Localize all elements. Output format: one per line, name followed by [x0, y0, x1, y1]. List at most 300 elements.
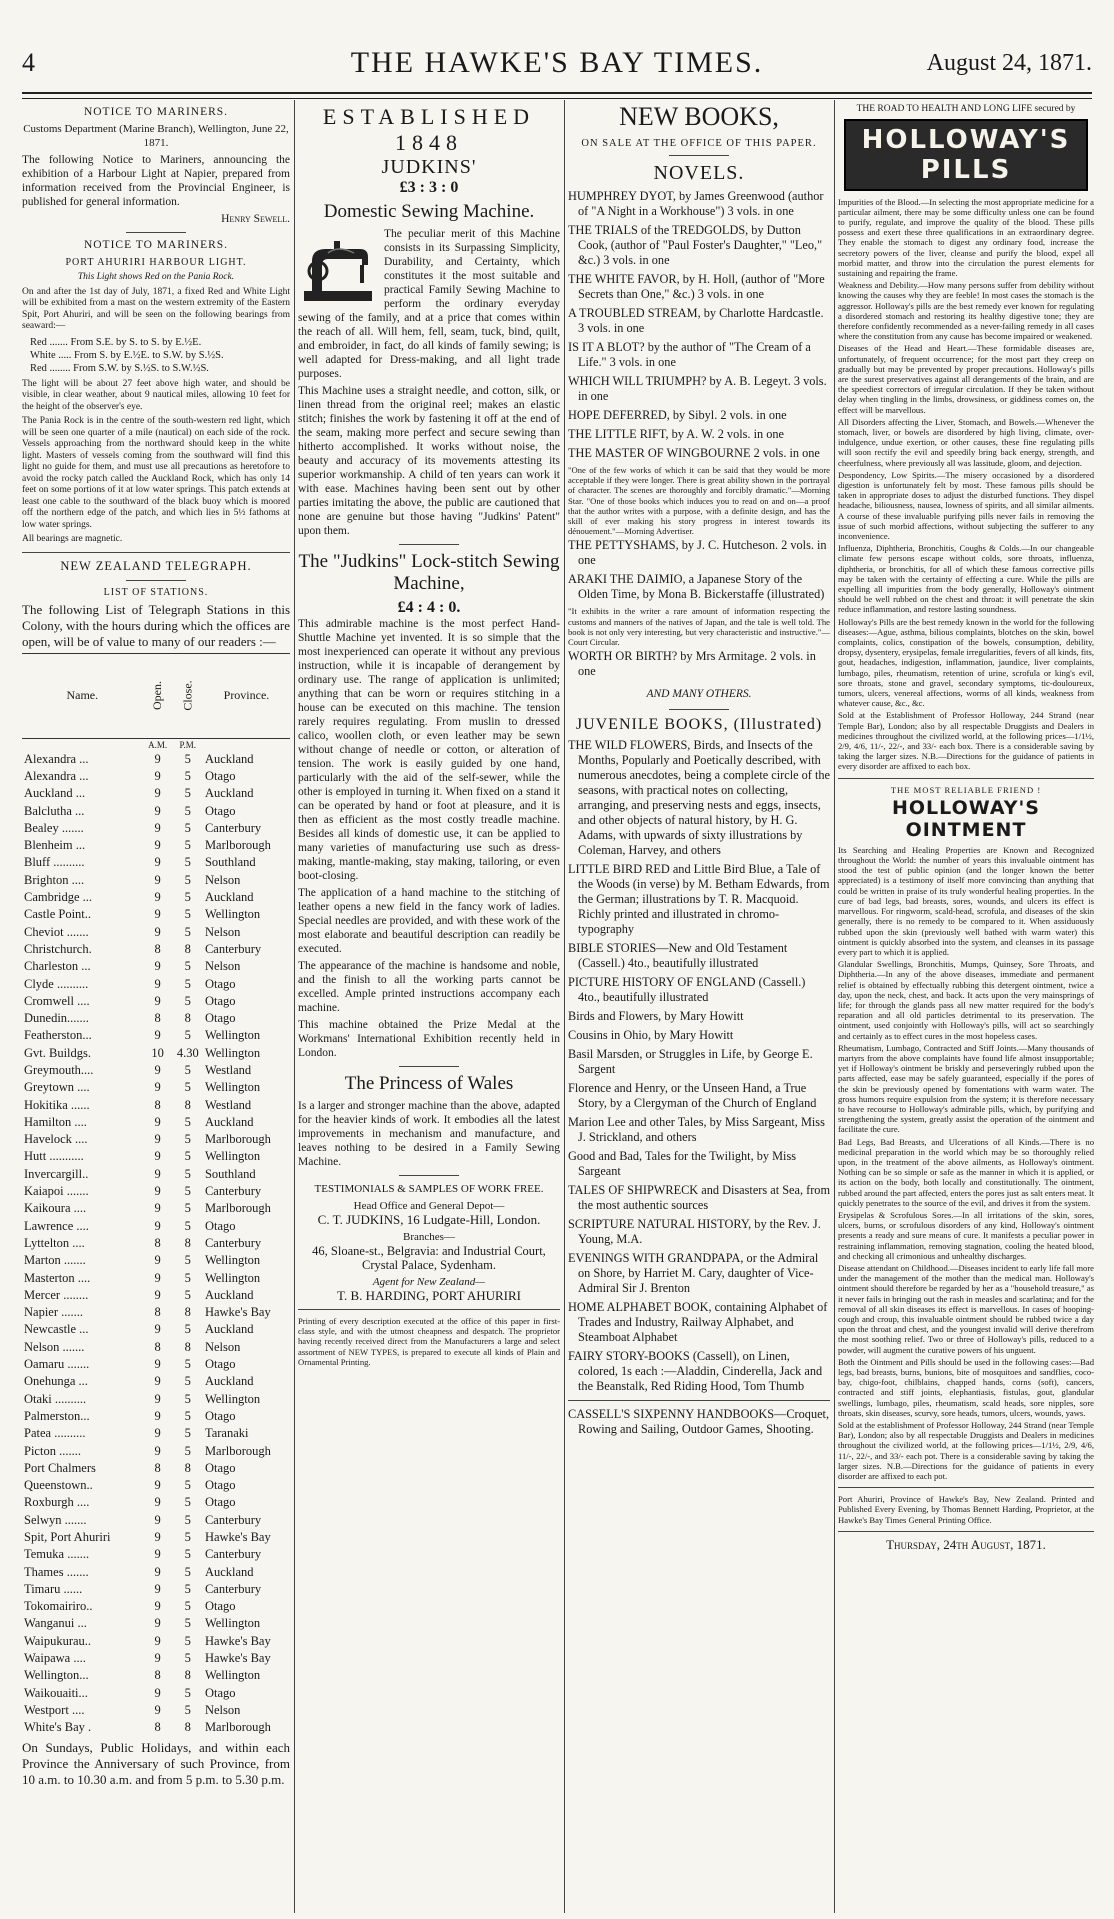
station-name: Nelson .......: [24, 1339, 85, 1354]
pills-paragraph: Weakness and Debility.—How many persons suffer from debility without knowing the causes why they are feeble! In most cases the stomach is the aggressor. Holloway's pills are the best remedy ever known for regulating a disordered stomach and restoring its healthy digestive tone; they are therefore confidently recommended as a never-failing remedy in all cases where the constitution from any cause has become impaired or weakened.: [838, 280, 1094, 342]
book-entry: PICTURE HISTORY OF ENGLAND (Cassell.) 4to., beautifully illustrated: [568, 975, 806, 1005]
table-row: [22, 1719, 290, 1736]
close-hour: 8: [184, 1097, 191, 1112]
table-row: [22, 1581, 290, 1598]
notice-subheading: PORT AHURIRI HARBOUR LIGHT.: [65, 257, 247, 268]
open-hour: 10: [151, 1045, 164, 1060]
open-hour: 8: [154, 1235, 161, 1250]
close-hour: 8: [184, 1011, 191, 1026]
station-name: Alexandra ...: [24, 751, 89, 766]
station-name: White's Bay .: [24, 1720, 92, 1735]
separator: [298, 1309, 560, 1310]
open-hour: 9: [154, 976, 161, 991]
province: Otago: [204, 1478, 236, 1493]
station-name: Charleston ...: [24, 959, 91, 974]
table-row: [22, 751, 290, 768]
station-name: Mercer ........: [24, 1287, 89, 1302]
station-name: Wanganui ...: [24, 1616, 87, 1631]
open-hour: 9: [154, 1530, 161, 1544]
book-entry: THE TRIALS of the TREDGOLDS, by Dutton Cook, (author of "Paul Foster's Daughter," "Leo," &c.) 3 vols. in one: [568, 223, 823, 267]
book-entry: LITTLE BIRD RED and Little Bird Blue, a Tale of the Woods (in verse) by M. Betham Edwards, from the German; illustrations by T. R. Macquoid. Richly printed and illustrated in chromo-typography: [568, 862, 830, 937]
open-hour: 9: [154, 1201, 161, 1216]
table-row: [22, 1010, 290, 1027]
station-name: Selwyn .......: [24, 1512, 87, 1527]
table-row: [22, 872, 290, 889]
table-row: [22, 1252, 290, 1269]
table-row: [22, 941, 290, 958]
separator: [838, 778, 1094, 779]
province: Otago: [204, 1599, 236, 1614]
close-hour: 5: [184, 820, 191, 835]
province: Canterbury: [204, 941, 262, 956]
book-entry: THE LITTLE RIFT, by A. W. 2 vols. in one: [568, 427, 784, 441]
station-name: Featherston...: [24, 1028, 92, 1043]
open-hour: 9: [154, 907, 161, 922]
close-hour: 5: [184, 1184, 191, 1199]
table-row: [22, 975, 290, 992]
table-row: [22, 906, 290, 923]
pills-paragraph: Impurities of the Blood.—In selecting the most appropriate medicine for a particular ailment, there may be some difficulty unless one can be found to purify, regulate, and improve the quality of the blood. These pills possess and exert these three qualifications in an extraordinary degree. They enable the stomach to digest any ordinary food, increase the secretory powers of the liver, cleanse and purify the blood, expel all morbid matter, and throw into the circulation the purest elements for sustaining and repairing the frame.: [838, 196, 1094, 278]
open-hour: 8: [154, 1305, 161, 1320]
station-name: Waikouaiti...: [24, 1685, 88, 1700]
open-hour: 9: [154, 751, 161, 766]
province: Marlborough: [204, 1132, 271, 1147]
close-hour: 5: [184, 1564, 191, 1579]
open-hour: 8: [154, 1668, 161, 1683]
friend-heading: THE MOST RELIABLE FRIEND !: [890, 784, 1042, 795]
station-name: Hamilton ....: [24, 1114, 87, 1129]
separator: [669, 155, 729, 156]
open-hour: 9: [154, 1651, 161, 1666]
table-row: [22, 1131, 290, 1148]
station-name: Palmerston...: [24, 1408, 90, 1423]
province: Otago: [204, 976, 236, 991]
station-name: Temuka .......: [24, 1547, 90, 1562]
column-header-label: Close.: [180, 680, 195, 711]
separator: [126, 232, 186, 233]
open-hour: 9: [154, 1218, 161, 1233]
close-hour: 5: [184, 1530, 191, 1544]
station-name: Bealey .......: [24, 820, 84, 835]
book-entry: ARAKI THE DAIMIO, a Japanese Story of the Olden Time, by Mona B. Bickerstaffe (illustrated): [568, 572, 825, 602]
sewing-machine-illustration: [298, 231, 378, 307]
close-hour: 5: [184, 1408, 191, 1423]
station-name: Kaikoura ....: [24, 1201, 87, 1216]
province: Nelson: [204, 924, 241, 939]
station-name: Onehunga ...: [24, 1374, 88, 1389]
province: Canterbury: [204, 1512, 262, 1527]
printing-notice: Printing of every description executed at the office of this paper in first-class style, and with the utmost cheapness and despatch. The proprietor having recently received direct from the Manufacturers a large and select assortment of NEW TYPES, is prepared to execute all kinds of Plain and Ornamental Printing.: [298, 1316, 560, 1367]
column-2: [298, 100, 560, 1913]
open-hour: 9: [154, 1374, 161, 1389]
unit-cell: P.M.: [179, 739, 197, 750]
book-entry: EVENINGS WITH GRANDPAPA, or the Admiral on Shore, by Harriet M. Cary, daughter of Vice-Admiral Sir J. Brenton: [568, 1251, 819, 1296]
table-row: [22, 1650, 290, 1667]
telegraph-subheading: LIST OF STATIONS.: [103, 586, 209, 598]
unit-cell: A.M.: [148, 739, 168, 750]
separator: [399, 1175, 459, 1176]
table-row: [22, 1321, 290, 1338]
province: Canterbury: [204, 820, 262, 835]
separator: [568, 1400, 830, 1401]
close-hour: 5: [184, 1616, 191, 1631]
close-hour: 5: [184, 1685, 191, 1700]
book-entry: Florence and Henry, or the Unseen Hand, a True Story, by a Clergyman of the Church of England: [568, 1081, 817, 1111]
notice-body: The light will be about 27 feet above high water, and should be visible, in clear weather, about 9 nautical miles, allowing 10 feet for the height of the observer's eye.: [22, 378, 290, 412]
open-hour: 9: [154, 1270, 161, 1285]
testimonials-line: TESTIMONIALS & SAMPLES OF WORK FREE.: [314, 1183, 544, 1195]
table-row: [22, 1425, 290, 1442]
head-office: C. T. JUDKINS, 16 Ludgate-Hill, London.: [317, 1212, 541, 1227]
open-hour: 9: [154, 838, 161, 853]
province: Marlborough: [204, 1720, 271, 1735]
column-4: [838, 100, 1094, 1913]
column-header-label: Open.: [150, 681, 165, 710]
close-hour: 5: [184, 1443, 191, 1458]
established-heading: ESTABLISHED 1848: [322, 104, 536, 155]
novels-heading: NOVELS.: [653, 162, 745, 184]
book-entry: BIBLE STORIES—New and Old Testament (Cassell.) 4to., beautifully illustrated: [568, 941, 788, 971]
book-entry: FAIRY STORY-BOOKS (Cassell), on Linen, colored, 1s each :—Aladdin, Cinderella, Jack and the Beanstalk, Red Riding Hood, Tom Thumb: [568, 1349, 823, 1394]
station-name: Cambridge ...: [24, 890, 93, 905]
table-row: [22, 1477, 290, 1494]
close-hour: 5: [184, 1114, 191, 1129]
open-hour: 9: [154, 820, 161, 835]
book-entry: CASSELL'S SIXPENNY HANDBOOKS—Croquet, Rowing and Sailing, Outdoor Games, Shooting.: [568, 1407, 830, 1437]
close-hour: 5: [184, 1547, 191, 1562]
close-hour: 5: [184, 1478, 191, 1493]
juvenile-list: [568, 738, 830, 1394]
close-hour: 5: [184, 1322, 191, 1337]
station-name: Kaiapoi .......: [24, 1184, 89, 1199]
table-row: [22, 1442, 290, 1459]
product-description: The application of a hand machine to the stitching of leather opens a new field in the fancy work of ladies. Special needles are provided, and with these work of the most elaborate and beautiful description can readily be executed.: [298, 887, 560, 955]
open-hour: 9: [154, 1426, 161, 1441]
province: Auckland: [204, 1287, 254, 1302]
close-hour: 5: [184, 1702, 191, 1717]
table-row: [22, 1114, 290, 1131]
province: Canterbury: [204, 1547, 262, 1562]
station-name: Castle Point..: [24, 907, 92, 922]
province: Wellington: [204, 1080, 261, 1095]
pills-paragraph: All Disorders affecting the Liver, Stomach, and Bowels.—Whenever the stomach, liver, or bowels are disordered by high living, climate, over-indulgence, undue exertion, or other causes, these fine regulating pills will soon rectify the evil and speedily bring back energy, strength, and cheerfulness, where previously all was lassitude, gloom, and dejection.: [838, 416, 1094, 468]
province: Wellington: [204, 1253, 261, 1268]
light-sector: White ..... From S. by E.½E. to S.W. by S.½S.: [30, 349, 224, 361]
close-hour: 5: [184, 890, 191, 905]
province: Nelson: [204, 872, 241, 887]
juvenile-heading: JUVENILE BOOKS, (Illustrated): [575, 716, 823, 734]
close-hour: 5: [184, 907, 191, 922]
station-name: Balclutha ...: [24, 803, 85, 818]
notice-body: The Pania Rock is in the centre of the south-western red light, which will be seen one quarter of a mile (nautical) on each side of the rock. Vessels approaching from the northward should keep in the white light. Masters of vessels coming from the southward will find this light no guide for them, and must use all precautions as heretofore to avoid the rocky patch called the Auckland Rock, which has only 14 feet on some portions of it at low water springs. This patch extends at least one cable to the southward of the black buoy which is moored off the northern edge of the patch, and which lies in 5½ fathoms at low water springs.: [22, 416, 290, 530]
table-row: [22, 1494, 290, 1511]
open-hour: 9: [154, 1685, 161, 1700]
close-hour: 5: [184, 924, 191, 939]
station-name: Blenheim ...: [24, 838, 86, 853]
close-hour: 5: [184, 786, 191, 801]
province: Otago: [204, 768, 236, 783]
book-entry: WORTH OR BIRTH? by Mrs Armitage. 2 vols. in one: [568, 649, 816, 679]
province: Otago: [204, 1011, 236, 1026]
station-name: Greytown ....: [24, 1080, 90, 1095]
book-entry: Marion Lee and other Tales, by Miss Sargeant, Miss J. Strickland, and others: [568, 1115, 825, 1145]
book-entry: SCRIPTURE NATURAL HISTORY, by the Rev. J. Young, M.A.: [568, 1217, 821, 1247]
table-row: [22, 785, 290, 802]
holloways-pills-banner: HOLLOWAY'S PILLS: [844, 119, 1088, 191]
province: Wellington: [204, 1668, 261, 1683]
open-hour: 9: [154, 1616, 161, 1631]
table-row: [22, 1702, 290, 1719]
book-entry: HUMPHREY DYOT, by James Greenwood (author of "A Night in a Workhouse") 3 vols. in one: [568, 189, 824, 218]
separator: [838, 1531, 1094, 1532]
station-name: Masterton ....: [24, 1270, 91, 1285]
table-row: [22, 1667, 290, 1684]
open-hour: 9: [154, 1132, 161, 1147]
notice-heading: NOTICE TO MARINERS.: [83, 106, 229, 118]
station-name: Roxburgh ....: [24, 1495, 90, 1510]
close-hour: 8: [184, 1339, 191, 1354]
close-hour: 5: [184, 855, 191, 870]
table-row: [22, 1460, 290, 1477]
table-row: [22, 1633, 290, 1650]
separator: [22, 552, 290, 553]
province: Canterbury: [204, 1581, 262, 1596]
book-entry: Birds and Flowers, by Mary Howitt: [568, 1009, 744, 1024]
novels-list: [568, 649, 830, 679]
station-name: Otaki ..........: [24, 1391, 87, 1406]
product-description: This admirable machine is the most perfect Hand-Shuttle Machine yet invented. It is so simple that the most inexperienced can operate it without any previous instruction, while it is incapable of derangement by ordinary use. The range of application is unlimited; anything that can be worn or requires stitching in a house can be executed on this machine. The tension rarely requires regulating. From muslin to dressed calico, woollen cloth, or even leather may be sewn without change of needle or cotton, or alteration of tension. The work is easily guided by one hand, particularly with the aid of the self-sewer, while the other is employed in turning it. When fixed on a stand it can be operated by hand or foot at pleasure, and it is then as efficient as the most costly treadle machine. Besides all kinds of domestic use, it can be applied to many varieties of manufacturing use such as dress-making, mantle-making, stay making, tailoring, or even boot-closing.: [298, 618, 560, 882]
station-name: Picton .......: [24, 1443, 81, 1458]
station-name: Lyttelton ....: [24, 1235, 85, 1250]
close-hour: 5: [184, 1149, 191, 1164]
station-name: Hokitika ......: [24, 1097, 90, 1112]
table-row: [22, 1235, 290, 1252]
open-hour: 9: [154, 1512, 161, 1527]
province: Hawke's Bay: [204, 1530, 271, 1544]
table-row: [22, 993, 290, 1010]
column-header: Province.: [203, 653, 290, 738]
open-hour: 9: [154, 855, 161, 870]
separator: [669, 709, 729, 710]
book-entry: HOPE DEFERRED, by Sibyl. 2 vols. in one: [568, 408, 787, 422]
station-name: Westport ....: [24, 1702, 85, 1717]
table-row: [22, 802, 290, 819]
open-hour: 9: [154, 1581, 161, 1596]
table-row: [22, 923, 290, 940]
close-hour: 5: [184, 1132, 191, 1147]
separator: [126, 580, 186, 581]
column-divider: [834, 100, 835, 1913]
book-review: "One of the few works of which it can be said that they would be more acceptable if they were longer. There is great ability shown in the portrayal of character. The scenes are thoroughly and forcibly dramatic."—Morning Star. "One of those books which induces you to read on and on—a proof that the author writes with a purpose, with a definite design, and has the skill of ever making his story progress in interest towards its dénouement."—Morning Advertiser.: [568, 465, 830, 537]
close-hour: 5: [184, 1391, 191, 1406]
and-many-others: AND MANY OTHERS.: [646, 688, 752, 701]
book-entry: Basil Marsden, or Struggles in Life, by George E. Sargent: [568, 1047, 813, 1077]
notice-body: On and after the 1st day of July, 1871, a fixed Red and White Light will be exhibited from a mast on the western extremity of the Eastern Spit, Port Ahuriri, and will be seen on the following bearings from seaward:—: [22, 286, 290, 331]
column-header: Name.: [22, 653, 143, 738]
station-name: Marton .......: [24, 1253, 86, 1268]
province: Otago: [204, 803, 236, 818]
pills-paragraph: Sold at the Establishment of Professor Holloway, 244 Strand (near Temple Bar), London; also by all respectable Druggists and Dealers in medicines throughout the civilized world, at the following prices—1/1½, 2/9, 4/6, 11/-, 22/-, and 33/- each box. There is a considerable saving by taking the larger sizes. N.B.—Directions for the guidance of patients in every disorder are affixed to each box.: [838, 710, 1094, 772]
notice-signature: Henry Sewell.: [221, 213, 290, 225]
ointment-paragraph: Disease attendant on Childhood.—Diseases incident to early life fall more under the management of the mother than the medical man. Holloway's ointment should therefore be regarded by her as a "household treasure," as it never fails in bringing out the rash in measles and scarlatina; and for the removal of all skin diseases its effect is marvellous. In cases of hooping-cough and croup, this invaluable ointment should be rubbed twice a day upon the throat and chest, and the youngest invalid will derive therefrom the most soothing relief. Two or three of Holloway's pills, reduced to a powder, will augment the curative powers of his unguent.: [838, 1263, 1094, 1355]
newspaper-title: THE HAWKE'S BAY TIMES.: [350, 46, 764, 79]
issue-date: August 24, 1871.: [926, 50, 1092, 76]
open-hour: 9: [154, 1564, 161, 1579]
province: Wellington: [204, 1270, 261, 1285]
province: Wellington: [204, 1028, 261, 1043]
open-hour: 9: [154, 1287, 161, 1302]
station-name: Patea ..........: [24, 1426, 86, 1441]
ointment-text: [838, 845, 1094, 1481]
holloways-ointment-title: HOLLOWAY'S OINTMENT: [892, 796, 1040, 841]
table-row: [22, 1218, 290, 1235]
open-hour: 9: [154, 803, 161, 818]
province: Auckland: [204, 1114, 254, 1129]
province: Auckland: [204, 786, 254, 801]
pills-text: [838, 197, 1094, 772]
book-entry: A TROUBLED STREAM, by Charlotte Hardcastle. 3 vols. in one: [568, 306, 824, 335]
close-hour: 5: [184, 1633, 191, 1648]
books-subtitle: ON SALE AT THE OFFICE OF THIS PAPER.: [581, 138, 817, 149]
unit-cell: [22, 738, 143, 751]
close-hour: 5: [184, 1495, 191, 1510]
road-to-health: THE ROAD TO HEALTH AND LONG LIFE secured by: [856, 104, 1076, 114]
book-entry: WHICH WILL TRIUMPH? by A. B. Legeyt. 3 vols. in one: [568, 374, 827, 403]
table-row: [22, 820, 290, 837]
station-name: Havelock ....: [24, 1132, 88, 1147]
books-title: NEW BOOKS,: [619, 102, 779, 131]
table-row: [22, 1408, 290, 1425]
open-hour: 9: [154, 1166, 161, 1181]
product-title: Domestic Sewing Machine.: [323, 201, 535, 222]
province: Otago: [204, 1357, 236, 1372]
station-name: Auckland ...: [24, 786, 86, 801]
close-hour: 5: [184, 872, 191, 887]
close-hour: 5: [184, 1166, 191, 1181]
province: Auckland: [204, 1564, 254, 1579]
open-hour: 8: [154, 1097, 161, 1112]
province: Otago: [204, 1495, 236, 1510]
station-name: Lawrence ....: [24, 1218, 89, 1233]
pills-paragraph: Holloway's Pills are the best remedy known in the world for the following diseases:—Ague, asthma, bilious complaints, blotches on the skin, bowel complaints, colics, constipation of the bowels, consumption, debility, dropsy, dysentery, erysipelas, female irregularities, fevers of all kinds, fits, gout, headaches, indigestion, inflammation, jaundice, liver complaints, lumbago, piles, rheumatism, retention of urine, scrofula or king's evil, sore throats, stone and gravel, secondary symptoms, tic-douloureux, tumors, ulcers, venereal affections, worms of all kinds, weakness from whatever cause, &c., &c.: [838, 616, 1094, 709]
close-hour: 8: [184, 1235, 191, 1250]
units-row: [22, 738, 290, 751]
station-name: Greymouth....: [24, 1062, 94, 1077]
station-name: Wellington...: [24, 1668, 89, 1683]
close-hour: 5: [184, 803, 191, 818]
ointment-paragraph: Sold at the establishment of Professor Holloway, 244 Strand (near Temple Bar), London; also by all respectable Druggists and Dealers in medicines throughout the civilized world, at the following prices—1/1½, 2/9, 4/6, 11/-, 22/-, and 33/- each pot. There is a considerable saving by taking the larger sizes. N.B.—Directions for the guidance of patients in every disorder are affixed to each pot.: [838, 1420, 1094, 1482]
table-row: [22, 1390, 290, 1407]
ointment-paragraph: Bad Legs, Bad Breasts, and Ulcerations of all Kinds.—There is no medicinal preparation in the world which may be so thoroughly relied upon, in the treatment of the above ailments, as Holloway's ointment. Nothing can be so simple or safe as the manner in which it is applied, or its action on the body, both locally and constitutionally. The ointment, rubbed around the part affected, enters the pores just as salt enters meat. It quickly penetrates to the source of the evil, and drives it from the system.: [838, 1136, 1094, 1208]
page-number: 4: [22, 48, 35, 77]
open-hour: 9: [154, 1062, 161, 1077]
book-entry: TALES OF SHIPWRECK and Disasters at Sea, from the most authentic sources: [568, 1183, 830, 1213]
book-entry: THE PETTYSHAMS, by J. C. Hutcheson. 2 vols. in one: [568, 538, 827, 568]
province: Auckland: [204, 890, 254, 905]
light-sector: Red ....... From S.E. by S. to S. by E.½E.: [30, 336, 202, 348]
close-hour: 5: [184, 1062, 191, 1077]
province: Westland: [204, 1062, 252, 1077]
product-title: The "Judkins" Lock-stitch Sewing Machine,: [298, 551, 560, 594]
table-row: [22, 1287, 290, 1304]
province: Marlborough: [204, 1443, 271, 1458]
light-sectors: [30, 336, 290, 375]
station-name: Napier .......: [24, 1305, 84, 1320]
close-hour: 8: [184, 941, 191, 956]
table-row: [22, 958, 290, 975]
open-hour: 9: [154, 1184, 161, 1199]
open-hour: 9: [154, 1702, 161, 1717]
table-row: [22, 854, 290, 871]
table-row: [22, 1685, 290, 1702]
open-hour: 9: [154, 890, 161, 905]
province: Auckland: [204, 1374, 254, 1389]
close-hour: 5: [184, 1426, 191, 1441]
close-hour: 5: [184, 1287, 191, 1302]
column-header: [143, 653, 173, 738]
province: Otago: [204, 1460, 236, 1475]
product-description: This Machine uses a straight needle, and cotton, silk, or linen thread from the original reel; makes an elastic stitch; finishes the work by fastening it off at the end of the seam, making more perfect and secure sewing than hitherto accomplished. It works without noise, the beauty and accuracy of its movements attesting its superior workmanship. A child of ten years can work it with ease. Machines having been sent out by other parties imitating the above, the public are cautioned that none are genuine but those having "Judkins' Patent" upon them.: [298, 385, 560, 537]
open-hour: 9: [154, 1633, 161, 1648]
province: Hawke's Bay: [204, 1633, 271, 1648]
column-header: [173, 653, 203, 738]
agent-label: Agent for New Zealand—: [372, 1276, 486, 1288]
open-hour: 8: [154, 1720, 161, 1735]
book-entry: THE MASTER OF WINGBOURNE 2 vols. in one: [568, 446, 820, 460]
province: Nelson: [204, 1339, 241, 1354]
unit-cell: [203, 738, 290, 751]
book-entry: THE WILD FLOWERS, Birds, and Insects of the Months, Popularly and Poetically described, with numerous anecdotes, being a complete circle of the seasons, with practical notes on collecting, arranging, and preserving nests and eggs, insects, and other objects of natural history, by H. G. Adams, with upwards of sixty illustrations by Coleman, Harvey, and others: [568, 738, 830, 858]
close-hour: 5: [184, 1512, 191, 1527]
footer-date: Thursday, 24th August, 1871.: [886, 1536, 1046, 1552]
station-name: Invercargill..: [24, 1166, 89, 1181]
close-hour: 8: [184, 1668, 191, 1683]
open-hour: 9: [154, 1547, 161, 1562]
open-hour: 8: [154, 1339, 161, 1354]
table-row: [22, 1183, 290, 1200]
station-name: Spit, Port Ahuriri: [24, 1530, 111, 1544]
close-hour: 8: [184, 1305, 191, 1320]
station-name: Port Chalmers: [24, 1460, 96, 1475]
close-hour: 5: [184, 1651, 191, 1666]
close-hour: 5: [184, 1357, 191, 1372]
light-sector: Red ........ From S.W. by S.½S. to S.W.½S.: [30, 362, 209, 374]
table-row: [22, 1079, 290, 1096]
open-hour: 9: [154, 768, 161, 783]
close-hour: 8: [184, 1460, 191, 1475]
province: Auckland: [204, 751, 254, 766]
province: Wellington: [204, 1391, 261, 1406]
province: Otago: [204, 993, 236, 1008]
province: Taranaki: [204, 1426, 249, 1441]
table-row: [22, 889, 290, 906]
separator: [399, 544, 459, 545]
separator: [399, 1066, 459, 1067]
stations-body: [22, 738, 290, 1736]
province: Nelson: [204, 959, 241, 974]
book-review: "It exhibits in the writer a rare amount of information respecting the customs and manners of the natives of Japan, and the tale is well told. The book is not only very interesting, but very characteristic and instructive."—Court Circular.: [568, 606, 830, 648]
ointment-paragraph: Erysipelas & Scrofulous Sores.—In all irritations of the skin, sores, ulcers, burns, or scrofulous disorders of any kind, Holloway's ointment presents a ready and sure means of cure. It manifests a peculiar power in restraining inflammation, removing stagnation, cooling the heated blood, and checking all crimonious and unhealthy discharges.: [838, 1209, 1094, 1261]
station-name: Cromwell ....: [24, 993, 90, 1008]
station-name: Queenstown..: [24, 1478, 93, 1493]
table-row: [22, 1512, 290, 1529]
close-hour: 5: [184, 1374, 191, 1389]
product-description: This machine obtained the Prize Medal at the Workmans' International Exhibition recently held in London.: [298, 1019, 560, 1059]
product-description: The peculiar merit of this Machine consists in its Surpassing Simplicity, Durability, and Certainty, which constitutes it the most suitable and practical Family Sewing Machine to perform the ordinary everyday sewing of the family, and at a price that comes within the reach of all. Will hem, fell, seam, tuck, bind, quilt, and embroider, in fact, do all kinds of family sewing; is well adapted for Dress-making, and all light trade purposes.: [298, 228, 560, 380]
ointment-paragraph: Glandular Swellings, Bronchitis, Mumps, Quinsey, Sore Throats, and Diphtheria.—In any of the above diseases, immediate and permanent relief is obtained by effectually rubbing this detergent ointment, twice a day, upon the neck, chest, and back. It acts upon the very mainsprings of life; for through the glands pass all new matter required for the body's reparation and all old particles detrimental to its preservation. The ointment, used conjointly with Holloway's pills, will act so searchingly and certainly as to effect cures in the most hopeless cases.: [838, 959, 1094, 1041]
column-divider: [294, 100, 295, 1913]
table-row: [22, 1269, 290, 1286]
